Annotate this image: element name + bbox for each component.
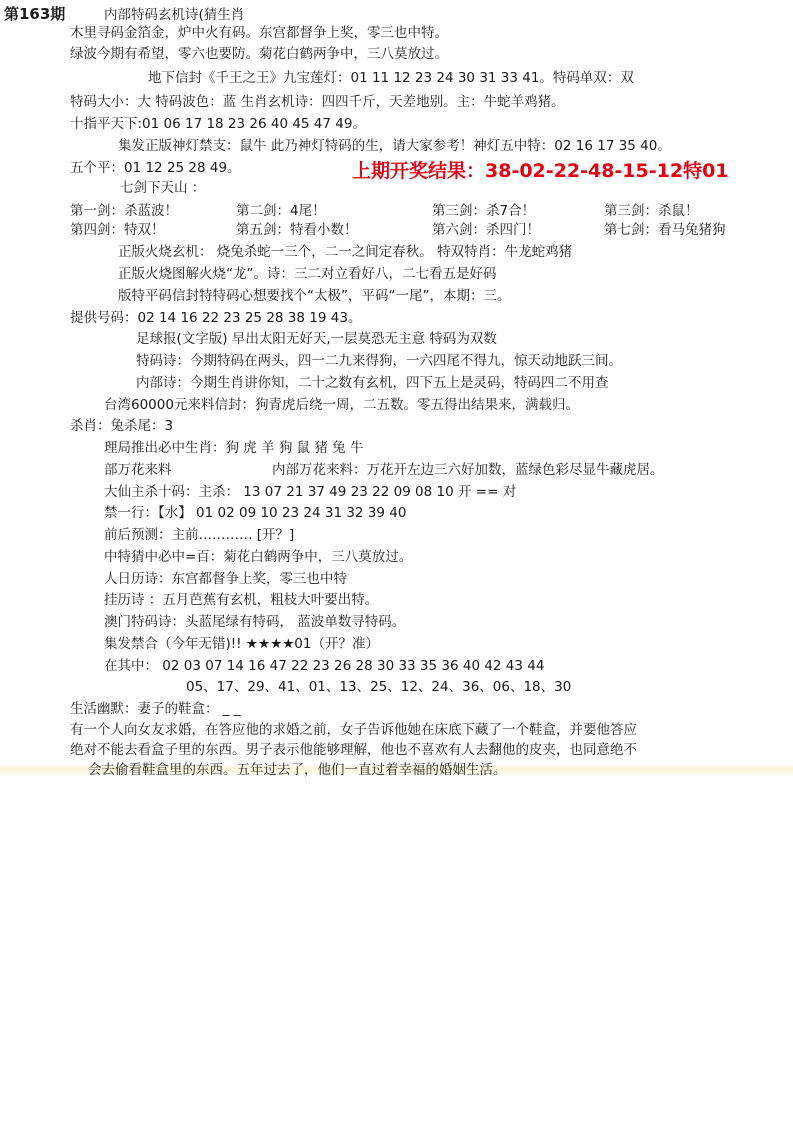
text-line: 木里寻码金箔金，炉中火有码。东宫都督争上奖，零三也中特。 [70, 25, 448, 41]
text-line: 杀肖：兔杀尾：3 [70, 418, 174, 434]
text-line: 版特平码信封特特码心想要找个“太极”，平码“一尾”，本期：三。 [118, 288, 511, 304]
last-draw-result: 上期开奖结果：38-02-22-48-15-12特01 [352, 160, 729, 182]
text-line: 在其中： 02 03 07 14 16 47 22 23 26 28 30 33 35 36 40 42 43 44 [104, 658, 545, 674]
page-subtitle: 内部特码玄机诗(猜生肖 [104, 7, 245, 23]
text-line: 生活幽默：妻子的鞋盒： _ _ [70, 701, 241, 717]
text-line: 挂历诗 ：五月芭蕉有玄机，粗枝大叶要出特。 [104, 592, 379, 608]
text-line: 部万花来料 [104, 462, 172, 478]
humor-paragraph-line: 会去偷看鞋盒里的东西。五年过去了，他们一直过着幸福的婚姻生活。 [88, 762, 507, 778]
text-line: 足球报(文字版) 早出太阳无好天,一层莫恐无主意 特码为双数 [136, 331, 497, 347]
text-line: 五个平：01 12 25 28 49。 [70, 160, 241, 176]
humor-paragraph-line: 绝对不能去看盒子里的东西。男子表示他能够理解，他也不喜欢有人去翻他的皮夹，也同意绝不 [70, 742, 637, 758]
text-line: 特码大小：大 特码波色：蓝 生肖玄机诗：四四千斤，天差地别。主：牛蛇羊鸡猪。 [70, 94, 565, 110]
text-line: 内部诗：今期生肖讲你知，二十之数有玄机，四下五上是灵码，特码四二不用查 [136, 375, 609, 391]
text-line: 前后预测：主前………… [开？] [104, 527, 295, 543]
sword-2: 第二剑：4尾！ [236, 203, 326, 219]
text-line: 集发禁合（今年无错)!! ★★★★01（开？准） [104, 636, 379, 652]
text-line: 05、17、29、41、01、13、25、12、24、36、06、18、30 [186, 679, 572, 695]
text-line: 大仙主杀十码：主杀： 13 07 21 37 49 23 22 09 08 10 开 == 对 [104, 484, 517, 500]
text-line: 禁一行：【水】 01 02 09 10 23 24 31 32 39 40 [104, 505, 407, 521]
text-line: 理局推出必中生肖：狗 虎 羊 狗 鼠 猪 兔 牛 [104, 440, 364, 456]
text-line: 地下信封《千王之王》九宝莲灯：01 11 12 23 24 30 31 33 41。特码单双：双 [148, 70, 634, 86]
text-line: 内部万花来料：万花开左边三六好加数，蓝绿色彩尽显牛藏虎居。 [272, 462, 664, 478]
text-line: 十指平天下:01 06 17 18 23 26 40 45 47 49。 [70, 116, 366, 132]
sword-6: 第六剑：杀四门！ [432, 222, 540, 238]
text-line: 正版火烧玄机： 烧兔杀蛇一三个，二一之间定春秋。 特双特肖：牛龙蛇鸡猪 [118, 244, 573, 260]
sword-3b: 第三剑：杀鼠！ [604, 203, 699, 219]
text-line: 集发正版神灯禁支：鼠牛 此乃神灯特码的生，请大家参考！神灯五中特：02 16 17 35 40。 [118, 138, 671, 154]
text-line: 澳门特码诗：头蓝尾绿有特码， 蓝波单数寻特码。 [104, 614, 406, 630]
text-line: 七剑下天山 ： [120, 180, 206, 196]
sword-7: 第七剑：看马兔猪狗 [604, 222, 726, 238]
sword-5: 第五剑：特看小数！ [236, 222, 358, 238]
sword-4: 第四剑：特双！ [70, 222, 165, 238]
sword-3: 第三剑：杀7合！ [432, 203, 536, 219]
text-line: 正版火烧图解火烧“龙”。诗：三二对立看好八，二七看五是好码 [118, 266, 497, 282]
text-line: 中特猜中必中=百：菊花白鹤两争中，三八莫放过。 [104, 549, 413, 565]
text-line: 绿波今期有希望，零六也要防。菊花白鹤两争中，三八莫放过。 [70, 46, 448, 62]
sword-1: 第一剑：杀蓝波！ [70, 203, 178, 219]
text-line: 提供号码：02 14 16 22 23 25 28 38 19 43。 [70, 310, 362, 326]
text-line: 台湾60000元来料信封：狗青虎后绕一周，二五数。零五得出结果来，满载归。 [104, 397, 579, 413]
text-line: 特码诗：今期特码在两头，四一二九来得狗，一六四尾不得九，惊天动地跃三间。 [136, 353, 622, 369]
text-line: 人日历诗：东宫都督争上奖，零三也中特 [104, 571, 347, 587]
issue-number: 第163期 [4, 5, 66, 23]
humor-paragraph-line: 有一个人向女友求婚，在答应他的求婚之前，女子告诉他她在床底下藏了一个鞋盒，并要他答应 [70, 722, 637, 738]
